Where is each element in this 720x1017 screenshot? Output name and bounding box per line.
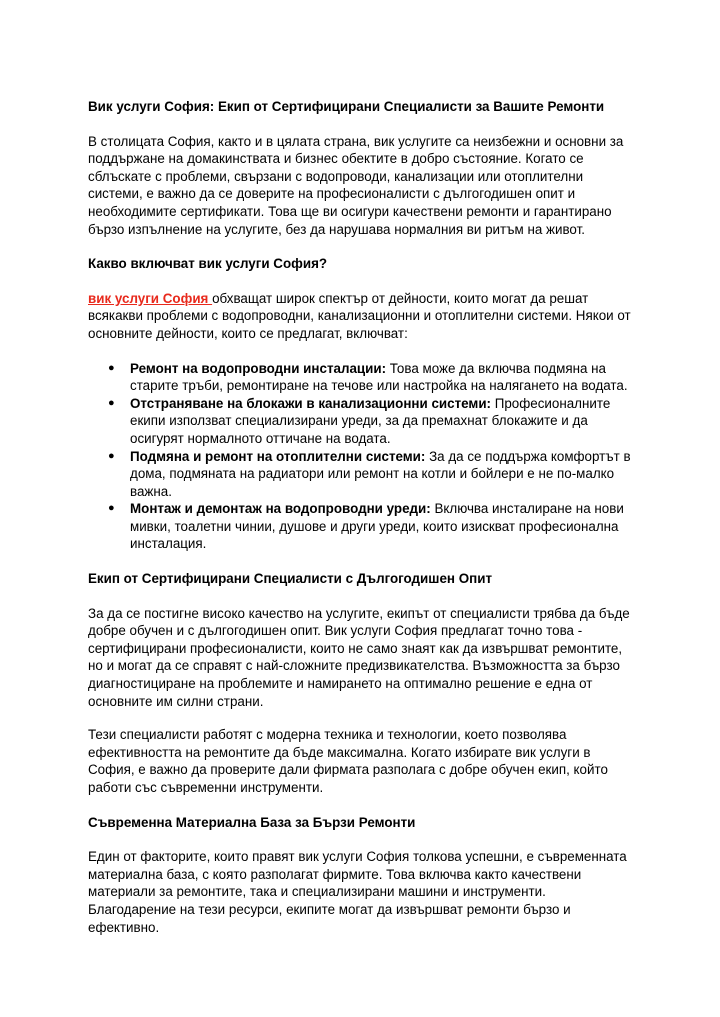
main-heading: Вик услуги София: Екип от Сертифицирани Специалисти за Вашите Ремонти [88, 99, 605, 114]
section-heading-what-included: Какво включват вик услуги София? [88, 256, 328, 272]
bullet-icon: ● [108, 449, 115, 462]
list-item-title: Отстраняване на блокажи в канализационни системи: [130, 395, 492, 411]
list-item-title: Монтаж и демонтаж на водопроводни уреди: [130, 501, 431, 517]
list-item-text: Професионалните екипи използват специализирани уреди, за да премахнат блокажите и да осигурят нормалното оттичане на водата. [130, 395, 611, 446]
material-base-paragraph: Един от факторите, които правят вик услуги София толкова успешни, е съвременната материална база, с която разполагат фирмите. Това включва както качествени материали за ремонтите, така и специализирани машини и инструменти. Благодарение на тези ресурси, екипите могат да извършват ремонти бързо и ефективно. [88, 849, 627, 935]
intro-paragraph: В столицата София, както и в цялата страна, вик услугите са неизбежни и основни за поддържане на домакинствата и бизнес обектите в добро състояние. Когато се сблъскате с проблеми, свързани с водопроводи, канализации или отоплителни системи, е важно да се доверите на професионалисти с дългогодишен опит и необходимите сертификати. Това ще ви осигури качествени ремонти и гарантирано бързо изпълнение на услугите, без да нарушава нормалния ви ритъм на живот. [88, 133, 624, 237]
list-item-title: Ремонт на водопроводни инсталации: [130, 360, 387, 376]
services-link[interactable]: вик услуги София [88, 290, 213, 306]
list-item-text: За да се поддържа комфортът в дома, подмяната на радиатори или ремонт на котли и бойлери е не по-малко важна. [130, 448, 631, 499]
team-paragraph-1: За да се постигне високо качество на услугите, екипът от специалисти трябва да бъде добре обучен и с дългогодишен опит. Вик услуги София предлагат точно това - сертифицирани професионалисти, които не само знаят как да извършват ремонтите, но и могат да се справят с най-сложните предизвикателства. Възможността за бързо диагностициране на проблемите и намирането на оптимално решение е една от основните им силни страни. [88, 605, 630, 709]
section-heading-certified-team: Екип от Сертифицирани Специалисти с Дългогодишен Опит [88, 571, 493, 587]
bullet-icon: ● [108, 502, 115, 515]
services-intro-text: обхващат широк спектър от дейности, които могат да решат всякакви проблеми с водопроводни, канализационни и отоплителни системи. Някои от основните дейности, които се предлагат, включват: [88, 290, 631, 341]
bullet-icon: ● [108, 361, 115, 374]
list-item [88, 395, 636, 448]
team-paragraph-2: Тези специалисти работят с модерна техника и технологии, което позволява ефективността на ремонтите да бъде максимална. Когато избирате вик услуги в София, е важно да проверите дали фирмата разполага с добре обучен екип, който работи със съвременни инструменти. [88, 727, 608, 795]
list-item-text: Това може да включва подмяна на старите тръби, ремонтиране на течове или настройка на налягането на водата. [130, 360, 628, 394]
services-intro-paragraph [88, 290, 636, 343]
section-heading-material-base: Съвременна Материална База за Бързи Ремонти [88, 814, 416, 830]
list-item-title: Подмяна и ремонт на отоплителни системи: [130, 448, 426, 464]
list-item [88, 360, 636, 395]
services-list [88, 360, 636, 554]
list-item [88, 500, 636, 553]
document-page [88, 98, 636, 936]
list-item [88, 448, 636, 501]
bullet-icon: ● [108, 396, 115, 409]
list-item-text: Включва инсталиране на нови мивки, тоалетни чинии, душове и други уреди, които изискват професионална инсталация. [130, 501, 624, 552]
